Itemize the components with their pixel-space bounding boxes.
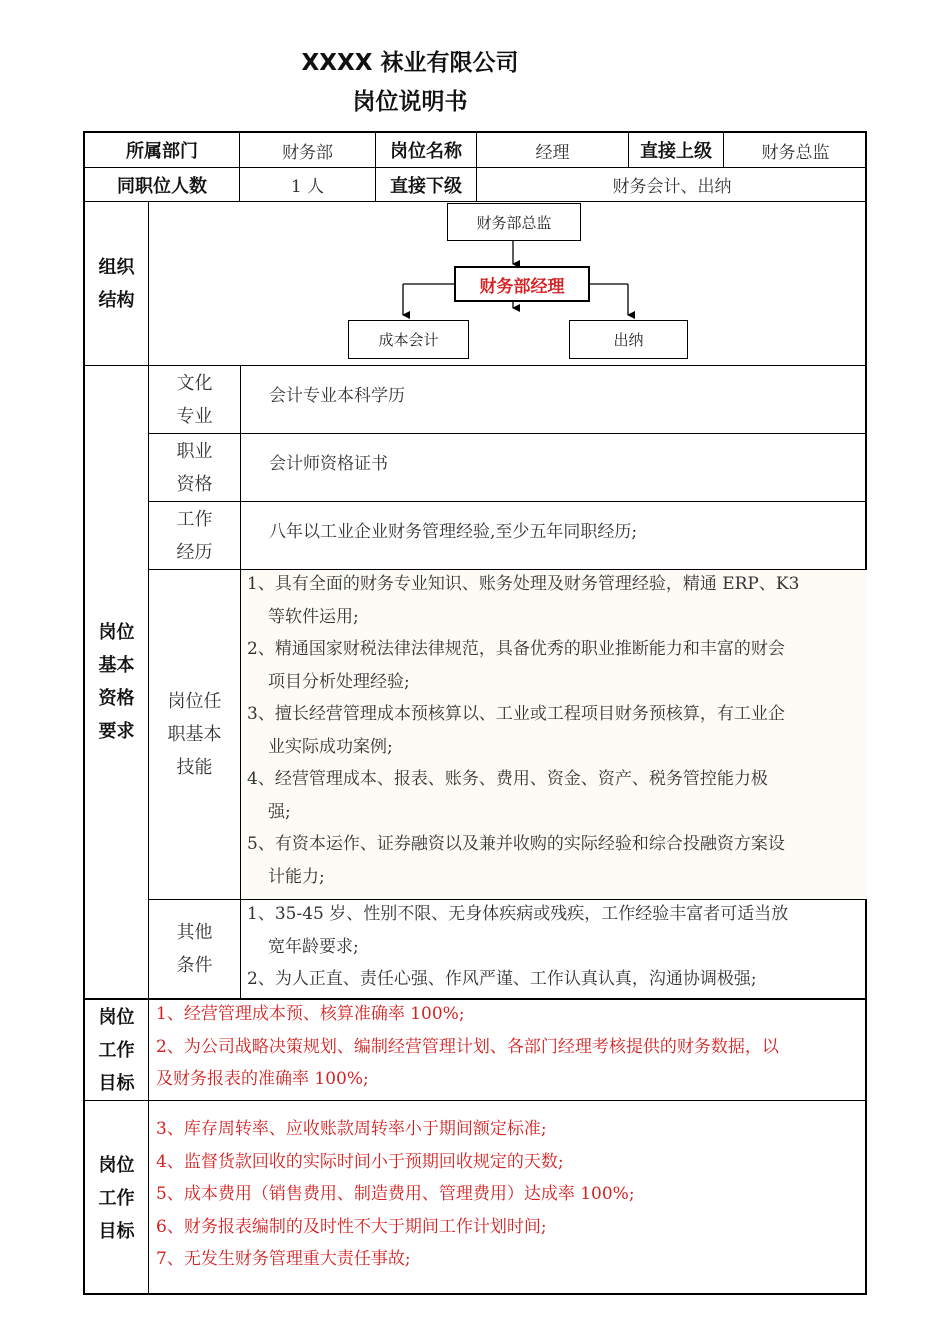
org-structure-label: 组织 结构 — [98, 256, 135, 311]
work-goals-label-1: 岗位 工作 目标 — [98, 1006, 135, 1094]
org-node-cashier: 出纳 — [569, 320, 688, 359]
list-item: 6、财务报表编制的及时性不大于期间工作计划时间; — [156, 1216, 547, 1237]
superior-value: 财务总监 — [761, 142, 830, 163]
qualification-value: 会计师资格证书 — [269, 454, 388, 474]
org-node-cost-accountant: 成本会计 — [348, 320, 469, 359]
list-item: 2、为人正直、责任心强、作风严谨、工作认真认真，沟通协调极强; — [247, 969, 757, 989]
headcount-value: 1 人 — [290, 177, 325, 197]
list-item: 1、35-45 岁、性别不限、无身体疾病或残疾，工作经验丰富者可适当放 宽年龄要求; — [247, 904, 789, 957]
work-goals-label-2: 岗位 工作 目标 — [98, 1154, 135, 1242]
position-label: 岗位名称 — [390, 141, 462, 162]
org-node-director: 财务部总监 — [447, 203, 581, 241]
document-title: 岗位说明书 — [352, 89, 468, 115]
work-goals-list-1 — [156, 998, 866, 1096]
other-conditions-list — [247, 898, 865, 996]
education-label: 文化 专业 — [176, 372, 213, 427]
other-conditions-label: 其他 条件 — [176, 922, 213, 976]
list-item: 1、具有全面的财务专业知识、账务处理及财务管理经验，精通 ERP、K3 等软件运用; — [247, 574, 800, 627]
headcount-label: 同职位人数 — [117, 175, 207, 197]
qualification-label: 职业 资格 — [176, 440, 213, 495]
skills-label: 岗位任 职基本 技能 — [167, 691, 222, 778]
dept-value: 财务部 — [282, 142, 333, 163]
company-name: XXXX 袜业有限公司 — [301, 50, 519, 76]
list-item: 1、经营管理成本预、核算准确率 100%; — [156, 1004, 465, 1024]
dept-label: 所属部门 — [126, 141, 198, 162]
work-goals-list-2 — [156, 1113, 866, 1276]
subordinate-label: 直接下级 — [390, 175, 462, 197]
list-item: 4、经营管理成本、报表、账务、费用、资金、资产、税务管控能力极 强; — [247, 769, 768, 822]
list-item: 3、库存周转率、应收账款周转率小于期间额定标准; — [156, 1119, 547, 1139]
list-item: 7、无发生财务管理重大责任事故; — [156, 1249, 411, 1269]
list-item: 及财务报表的准确率 100%; — [156, 1069, 369, 1089]
list-item: 2、精通国家财税法律法律规范，具备优秀的职业推断能力和丰富的财会 项目分析处理经验; — [247, 639, 785, 692]
experience-label: 工作 经历 — [176, 508, 213, 563]
skills-list — [247, 568, 865, 893]
experience-value: 八年以工业企业财务管理经验,至少五年同职经历; — [269, 522, 638, 542]
list-item: 5、成本费用（销售费用、制造费用、管理费用）达成率 100%; — [156, 1184, 635, 1204]
education-value: 会计专业本科学历 — [269, 386, 405, 406]
superior-label: 直接上级 — [640, 141, 712, 162]
job-description-table — [83, 131, 867, 1295]
list-item: 5、有资本运作、证券融资以及兼并收购的实际经验和综合投融资方案设 计能力; — [247, 834, 785, 887]
list-item: 4、监督货款回收的实际时间小于预期回收规定的天数; — [156, 1151, 564, 1172]
list-item: 3、擅长经营管理成本预核算以、工业或工程项目财务预核算，有工业企 业实际成功案例; — [247, 704, 785, 757]
position-value: 经理 — [535, 142, 570, 163]
subordinate-value: 财务会计、出纳 — [612, 177, 732, 197]
requirements-label: 岗位 基本 资格 要求 — [98, 622, 135, 742]
list-item: 2、为公司战略决策规划、编制经营管理计划、各部门经理考核提供的财务数据，以 — [156, 1036, 779, 1057]
org-node-manager: 财务部经理 — [454, 266, 590, 302]
